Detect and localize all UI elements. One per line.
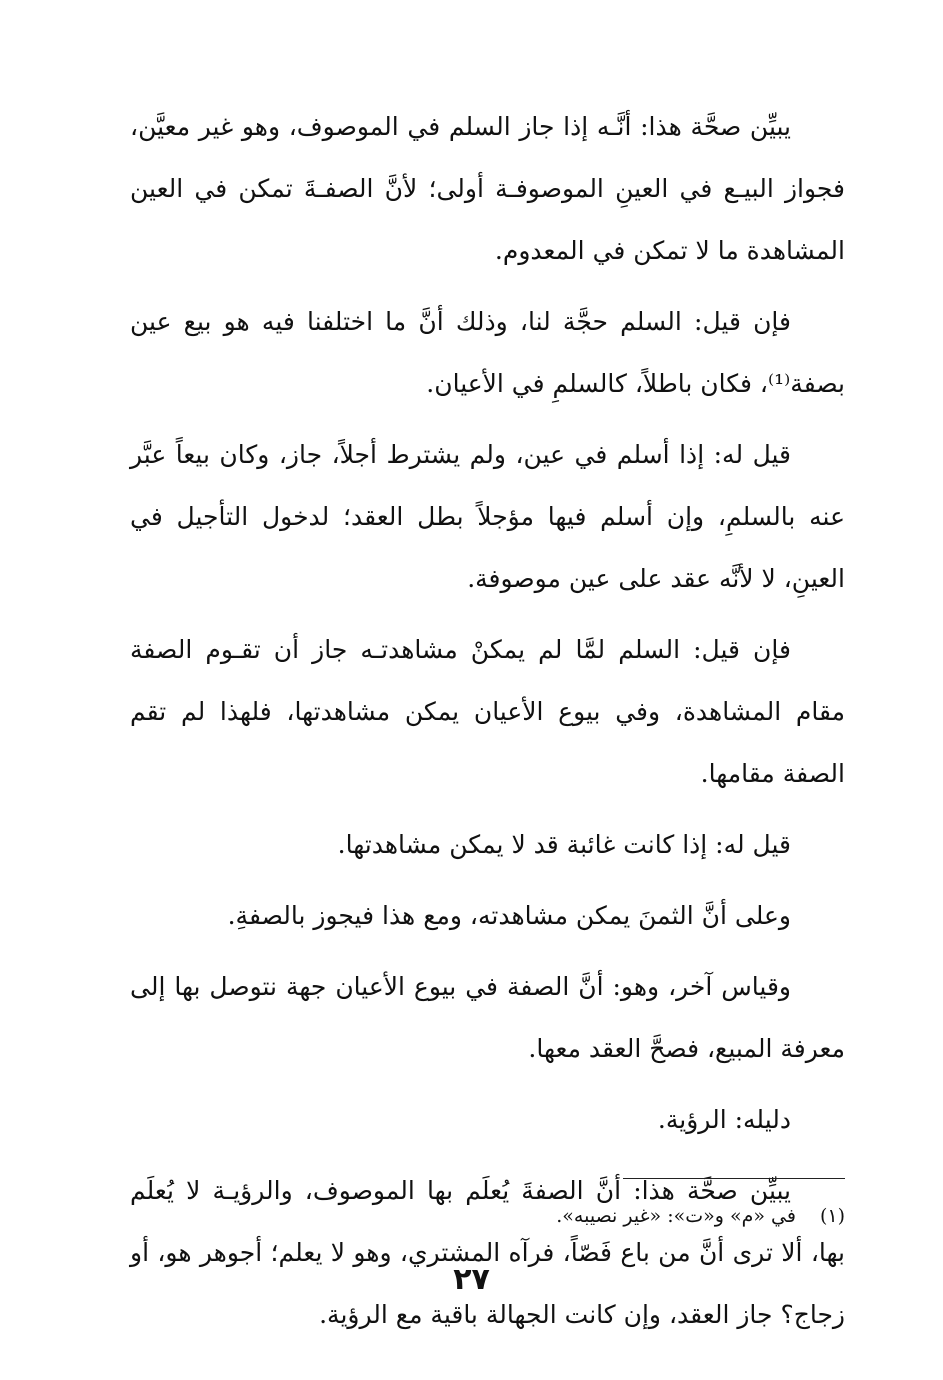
footnote-text: في «م» و«ت»: «غير نصيبه». bbox=[556, 1205, 796, 1227]
paragraph-4-text: فإن قيل: السلم لمَّا لم يمكنْ مشاهدتـه جاز أن تقـوم الصفة مقام المشاهدة، وفي بيوع الأعيان يمكن مشاهدتها، فلهذا لم تقم الصفة مقامها. bbox=[130, 635, 845, 788]
footnote-number: (١) bbox=[819, 1205, 845, 1227]
paragraph-5 bbox=[130, 814, 845, 876]
footnote bbox=[300, 1196, 845, 1236]
paragraph-6-text: وعلى أنَّ الثمنَ يمكن مشاهدته، ومع هذا فيجوز بالصفةِ. bbox=[227, 901, 791, 930]
main-text bbox=[130, 96, 845, 1355]
footnote-divider bbox=[623, 1178, 845, 1179]
paragraph-2 bbox=[130, 291, 845, 415]
paragraph-7 bbox=[130, 956, 845, 1080]
paragraph-8 bbox=[130, 1089, 845, 1151]
paragraph-1 bbox=[130, 96, 845, 282]
paragraph-1-text: يبيِّن صحَّة هذا: أنَّـه إذا جاز السلم في الموصوف، وهو غير معيَّن، فجواز البيـع في العينِ الموصوفـة أولى؛ لأنَّ الصفـةَ تمكن في العين المشاهدة ما لا تمكن في المعدوم. bbox=[130, 112, 845, 265]
paragraph-9 bbox=[130, 1160, 845, 1346]
page-number: ٢٧ bbox=[453, 1262, 490, 1297]
paragraph-3 bbox=[130, 424, 845, 610]
paragraph-9-text: يبيِّن صحَّة هذا: أنَّ الصفةَ يُعلَم بها الموصوف، والرؤيـة لا يُعلَم بها، ألا ترى أنَّ من باع فَصّاً، فرآه المشتري، وهو لا يعلم؛ أجوهر هو، أو زجاج؟ جاز العقد، وإن كانت الجهالة باقية مع الرؤية. bbox=[130, 1176, 845, 1329]
paragraph-2-text: فإن قيل: السلم حجَّة لنا، وذلك أنَّ ما اختلفنا فيه هو بيع عين بصفة⁽¹⁾، فكان باطلاً، كالسلمِ في الأعيان. bbox=[130, 307, 845, 398]
paragraph-3-text: قيل له: إذا أسلم في عين، ولم يشترط أجلاً، جاز، وكان بيعاً عبَّر عنه بالسلمِ، وإن أسلم فيها مؤجلاً بطل العقد؛ لدخول التأجيل في العينِ، لا لأنَّه عقد على عين موصوفة. bbox=[130, 440, 845, 593]
paragraph-4 bbox=[130, 619, 845, 805]
paragraph-6 bbox=[130, 885, 845, 947]
paragraph-8-text: دليله: الرؤية. bbox=[657, 1105, 791, 1134]
paragraph-7-text: وقياس آخر، وهو: أنَّ الصفة في بيوع الأعيان جهة نتوصل بها إلى معرفة المبيع، فصحَّ العقد معها. bbox=[130, 972, 845, 1063]
paragraph-5-text: قيل له: إذا كانت غائبة قد لا يمكن مشاهدتها. bbox=[337, 830, 791, 859]
